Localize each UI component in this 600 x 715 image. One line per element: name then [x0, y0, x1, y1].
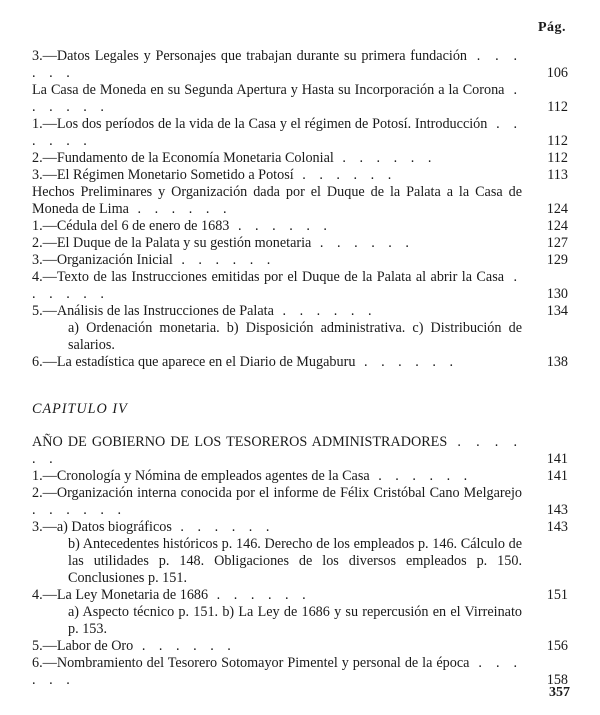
toc-entry-page: 112 [547, 99, 568, 115]
toc-entry-title: 2.—Fundamento de la Economía Monetaria Colonial . . . . . . [32, 150, 437, 166]
toc-entry [32, 184, 568, 218]
toc-entry [32, 235, 568, 252]
dot-leader: . . . . . . [369, 468, 473, 484]
dot-leader: . . . . . . [128, 201, 232, 217]
dot-leader: . . . . . . [273, 303, 377, 319]
toc-entry-title: 3.—Organización Inicial . . . . . . [32, 252, 276, 268]
toc-entry [32, 218, 568, 235]
toc-entry-title: b) Antecedentes históricos p. 146. Derecho de los empleados p. 146. Cálculo de las utilidades p. 148. Obligaciones de los diversos empleados p. 150. Conclusiones p. 151. [68, 536, 522, 586]
toc-entry [32, 167, 568, 184]
toc-entry-title: a) Aspecto técnico p. 151. b) La Ley de 1686 y su repercusión en el Virreinato p. 153. [68, 604, 522, 637]
toc-entry-title: Hechos Preliminares y Organización dada por el Duque de la Palata a la Casa de Moneda de Lima . . . . . . [32, 184, 522, 217]
toc-entry-title: 4.—La Ley Monetaria de 1686 . . . . . . [32, 587, 311, 603]
toc-entry-title: 1.—Cédula del 6 de enero de 1683 . . . . . . [32, 218, 332, 234]
toc-entry-page: 156 [546, 638, 568, 654]
dot-leader: . . . . . . [311, 235, 414, 251]
dot-leader: . . . . . . [32, 434, 522, 467]
toc-entry [32, 48, 568, 82]
toc-entry [32, 116, 568, 150]
dot-leader: . . . . . . [32, 655, 523, 688]
toc-entry-page: 112 [547, 150, 568, 166]
toc-entry-page: 143 [546, 502, 568, 518]
toc-entry-title: 2.—Organización interna conocida por el informe de Félix Cristóbal Cano Melgarejo . . . . . . [32, 485, 522, 518]
toc-entry-page: 141 [546, 468, 568, 484]
toc-entry-page: 130 [546, 286, 568, 302]
toc-section-chapter-3 [32, 48, 568, 371]
toc-entry [32, 519, 568, 536]
dot-leader: . . . . . . [355, 354, 458, 370]
book-page-number: 357 [549, 685, 570, 700]
toc-entry-page: 129 [546, 252, 568, 268]
toc-subentry [32, 320, 568, 354]
toc-entry-title: 3.—El Régimen Monetario Sometido a Potosí . . . . . . [32, 167, 397, 183]
toc-entry-title: 2.—El Duque de la Palata y su gestión monetaria . . . . . . [32, 235, 414, 251]
page-column-label: Pág. [537, 20, 566, 35]
toc-entry-title: 1.—Los dos períodos de la vida de la Casa y el régimen de Potosí. Introducción . . . . . . [32, 116, 522, 149]
toc-entry-title: 3.—Datos Legales y Personajes que trabajan durante su primera fundación . . . . . . [32, 48, 522, 81]
toc-entry-title: 5.—Análisis de las Instrucciones de Palata . . . . . . [32, 303, 377, 319]
toc-entry-title: a) Ordenación monetaria. b) Disposición administrativa. c) Distribución de salarios. [68, 320, 522, 353]
dot-leader: . . . . . . [32, 269, 522, 302]
toc-entry-title: 3.—a) Datos biográficos . . . . . . [32, 519, 275, 535]
dot-leader: . . . . . . [172, 252, 276, 268]
toc-entry [32, 638, 568, 655]
toc-entry-title: AÑO DE GOBIERNO DE LOS TESOREROS ADMINISTRADORES . . . . . . [32, 434, 522, 467]
toc-entry-page: 134 [546, 303, 568, 319]
dot-leader: . . . . . . [293, 167, 397, 183]
toc-entry-page: 127 [546, 235, 568, 251]
dot-leader: . . . . . . [133, 638, 236, 654]
dot-leader: . . . . . . [32, 116, 522, 149]
toc-section-chapter-4 [32, 434, 568, 689]
dot-leader: . . . . . . [32, 48, 522, 81]
toc-entry-page: 113 [547, 167, 568, 183]
toc-entry-title: 1.—Cronología y Nómina de empleados agentes de la Casa . . . . . . [32, 468, 473, 484]
toc-entry [32, 82, 568, 116]
toc-entry-page: 158 [546, 672, 568, 688]
toc-entry-page: 143 [546, 519, 568, 535]
toc-entry-title: La Casa de Moneda en su Segunda Apertura y Hasta su Incorporación a la Corona . . . . . . [32, 82, 523, 115]
dot-leader: . . . . . . [32, 82, 523, 115]
toc-entry-title: 6.—La estadística que aparece en el Diario de Mugaburu . . . . . . [32, 354, 458, 370]
toc-entry [32, 252, 568, 269]
dot-leader: . . . . . . [32, 502, 127, 518]
toc-subentry [32, 536, 568, 587]
toc-entry-title: 5.—Labor de Oro . . . . . . [32, 638, 236, 654]
toc-subentry [32, 604, 568, 638]
toc-entry [32, 468, 568, 485]
dot-leader: . . . . . . [208, 587, 311, 603]
toc-entry [32, 150, 568, 167]
toc-entry [32, 269, 568, 303]
toc-entry-page: 151 [546, 587, 568, 603]
table-of-contents [32, 48, 568, 689]
toc-entry-title: 6.—Nombramiento del Tesorero Sotomayor Pimentel y personal de la época . . . . . . [32, 655, 523, 688]
toc-entry-page: 106 [546, 65, 568, 81]
toc-entry-page: 141 [546, 451, 568, 467]
dot-leader: . . . . . . [229, 218, 332, 234]
toc-entry-page: 112 [547, 133, 568, 149]
chapter-heading: CAPITULO IV [32, 401, 128, 417]
toc-entry-page: 138 [546, 354, 568, 370]
toc-entry-title: 4.—Texto de las Instrucciones emitidas por el Duque de la Palata al abrir la Casa . . . . . . [32, 269, 522, 302]
toc-entry [32, 303, 568, 320]
dot-leader: . . . . . . [333, 150, 437, 166]
toc-entry-page: 124 [546, 218, 568, 234]
toc-entry [32, 434, 568, 468]
toc-entry-page: 124 [546, 201, 568, 217]
toc-entry [32, 485, 568, 519]
dot-leader: . . . . . . [171, 519, 275, 535]
toc-entry [32, 655, 568, 689]
toc-entry [32, 587, 568, 604]
toc-entry [32, 354, 568, 371]
